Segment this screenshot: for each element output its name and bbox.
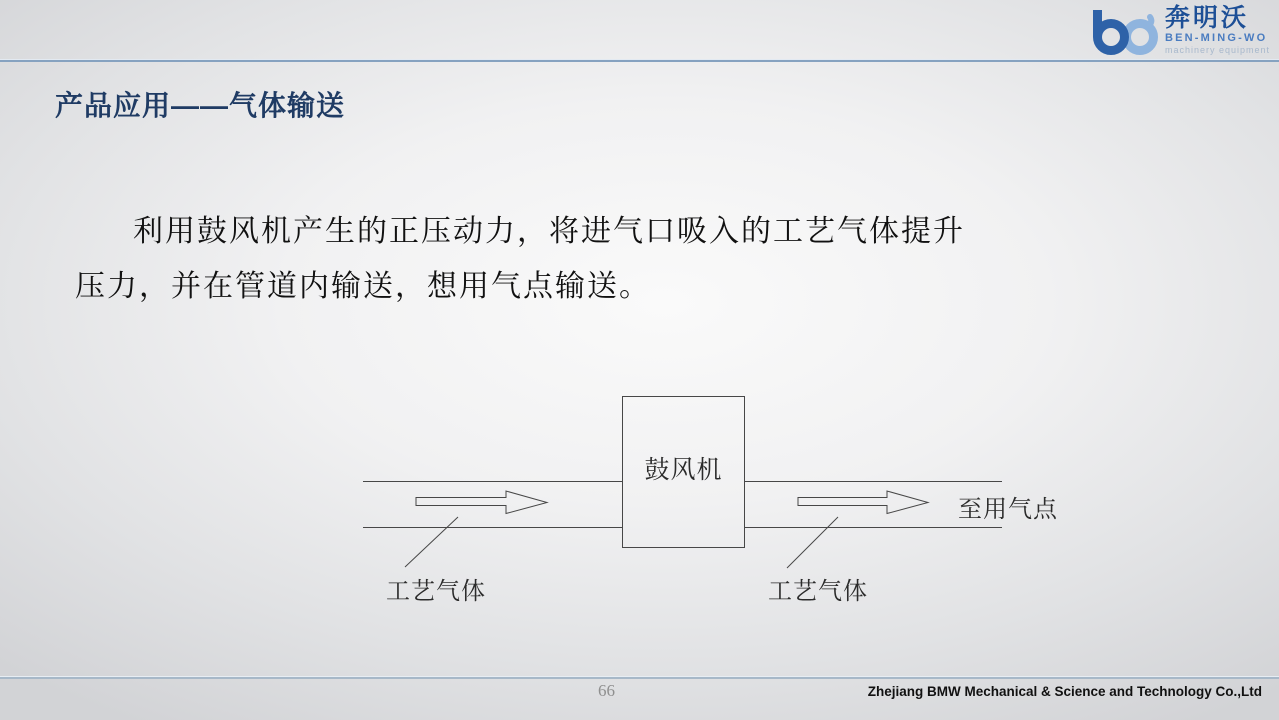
flow-arrow-right-icon [798, 491, 928, 514]
footer-divider [0, 676, 1279, 679]
blower-label: 鼓风机 [644, 457, 723, 484]
process-gas-label-left: 工艺气体 [386, 579, 486, 605]
body-text-line-1: 利用鼓风机产生的正压动力，将进气口吸入的工艺气体提升 [133, 215, 965, 248]
company-logo [1087, 3, 1270, 58]
leader-line-left [405, 517, 458, 567]
outlet-point-label: 至用气点 [958, 497, 1058, 523]
brand-name-en: BEN-MING-WO [1164, 32, 1268, 44]
logo-text-block [1165, 6, 1270, 55]
page-number: 66 [598, 681, 615, 700]
process-gas-label-right: 工艺气体 [768, 579, 868, 605]
brand-tagline: machinery equipment [1164, 45, 1270, 55]
brand-logo-icon [1087, 3, 1161, 58]
brand-name-cn: 奔明沃 [1164, 4, 1249, 32]
header-divider [0, 59, 1279, 62]
footer-company-name: Zhejiang BMW Mechanical & Science and Technology Co.,Ltd [867, 684, 1262, 699]
blower-box [622, 396, 745, 548]
flow-arrow-left-icon [416, 491, 547, 514]
body-text-line-2: 压力，并在管道内输送，想用气点输送。 [75, 270, 651, 303]
slide-title: 产品应用——气体输送 [55, 90, 346, 121]
leader-line-right [787, 517, 838, 568]
